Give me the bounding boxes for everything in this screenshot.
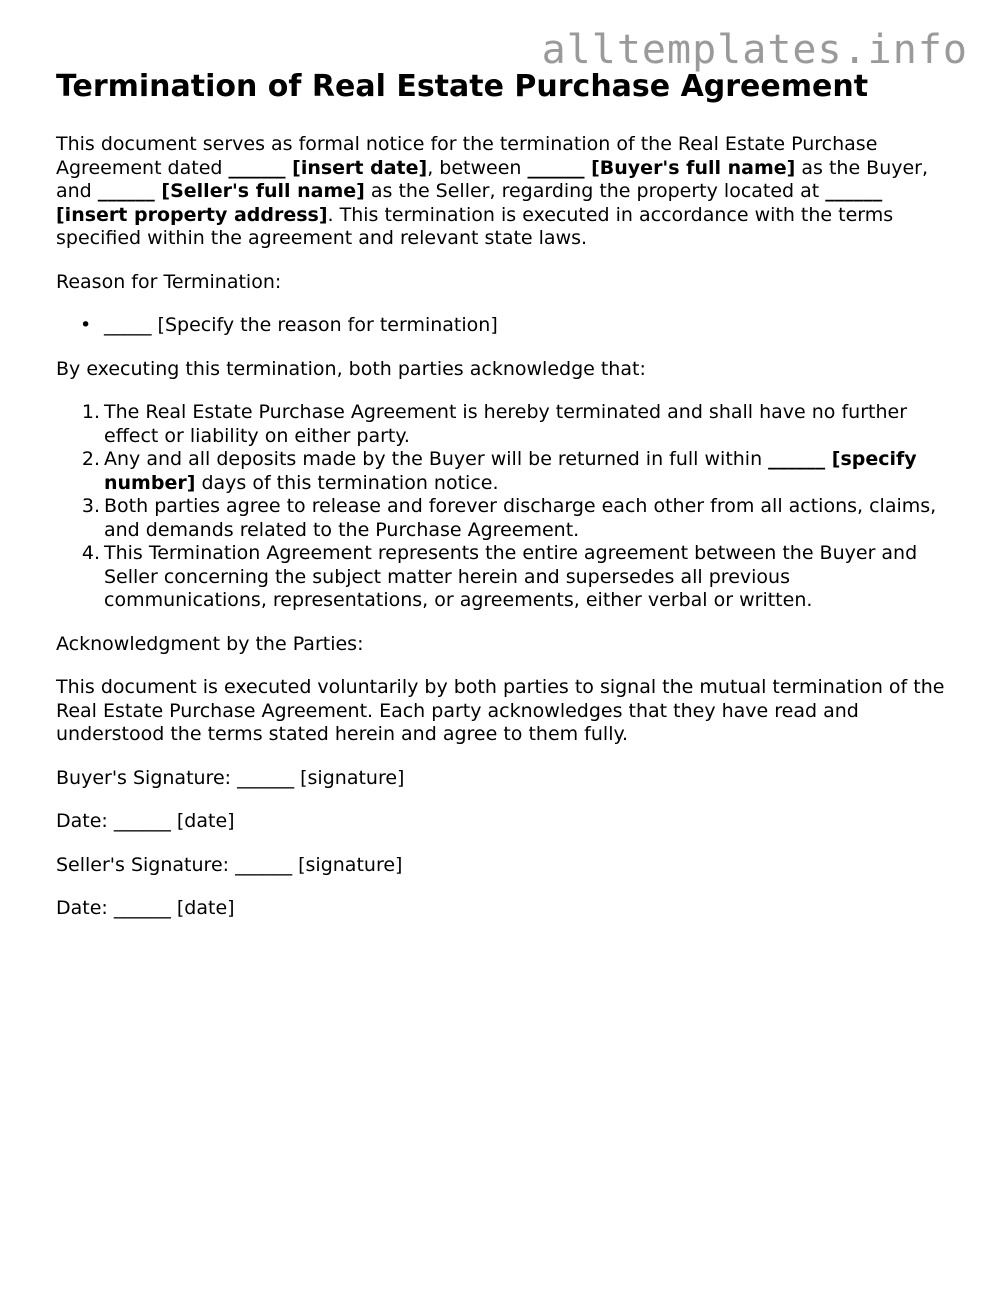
list-item <box>81 401 956 448</box>
seller-signature-line: Seller's Signature: ______ [signature] <box>56 853 403 876</box>
reason-heading: Reason for Termination: <box>56 270 282 293</box>
list-item-text: days of this termination notice. <box>195 471 499 494</box>
list-number: 2. <box>81 448 100 470</box>
seller-name-placeholder: ______ [Seller's full name] <box>97 180 365 202</box>
seller-date-line: Date: ______ [date] <box>56 897 235 919</box>
watermark: alltemplates.info <box>541 27 968 73</box>
acknowledgment-heading: Acknowledgment by the Parties: <box>56 632 364 655</box>
list-item <box>81 448 956 495</box>
intro-text-5: . This termination is executed in accordance with the terms specified within the agreement and relevant state laws. <box>56 203 894 249</box>
list-item <box>81 542 956 613</box>
list-item-text: The Real Estate Purchase Agreement is hereby terminated and shall have no further effect or liability on either party. <box>104 401 908 447</box>
intro-text-4: as the Seller, regarding the property located at <box>364 180 826 202</box>
intro-paragraph <box>56 133 956 251</box>
document-title: Termination of Real Estate Purchase Agreement <box>56 69 869 104</box>
list-number: 4. <box>81 542 100 564</box>
list-number: 1. <box>81 401 100 423</box>
buyer-date-line: Date: ______ [date] <box>56 810 235 832</box>
reason-list <box>56 314 956 338</box>
intro-text-2: , between <box>427 156 528 179</box>
buyer-name-placeholder: ______ [Buyer's full name] <box>527 156 796 179</box>
address-placeholder: ______ [insert property address] <box>56 180 883 226</box>
list-item-text: Any and all deposits made by the Buyer will be returned in full within <box>104 448 769 470</box>
document-body <box>56 68 956 941</box>
acknowledgment-list <box>56 401 956 613</box>
list-item-text: Both parties agree to release and forever discharge each other from all actions, claims, and demands related to the Purchase Agreement. <box>104 495 937 541</box>
list-item: • _____ [Specify the reason for termination] <box>104 314 956 338</box>
intro-text-1: This document serves as formal notice for the termination of the Real Estate Purchase Agreement dated <box>56 133 878 179</box>
date-placeholder: ______ [insert date] <box>228 156 428 179</box>
buyer-signature-line: Buyer's Signature: ______ [signature] <box>56 766 405 789</box>
intro-text-3: as the Buyer, and <box>56 156 929 202</box>
list-item <box>81 495 956 542</box>
acknowledge-intro: By executing this termination, both parties acknowledge that: <box>56 357 646 380</box>
list-item-text: This Termination Agreement represents the entire agreement between the Buyer and Seller concerning the subject matter herein and supersedes all previous communications, representations, or agreements, either verbal or written. <box>104 542 918 611</box>
list-number: 3. <box>81 495 100 517</box>
number-placeholder: ______ [specify number] <box>104 448 917 494</box>
acknowledgment-paragraph: This document is executed voluntarily by both parties to signal the mutual termination of the Real Estate Purchase Agreement. Each party acknowledges that they have read and understood the terms stated herein and agree to them fully. <box>56 676 945 745</box>
